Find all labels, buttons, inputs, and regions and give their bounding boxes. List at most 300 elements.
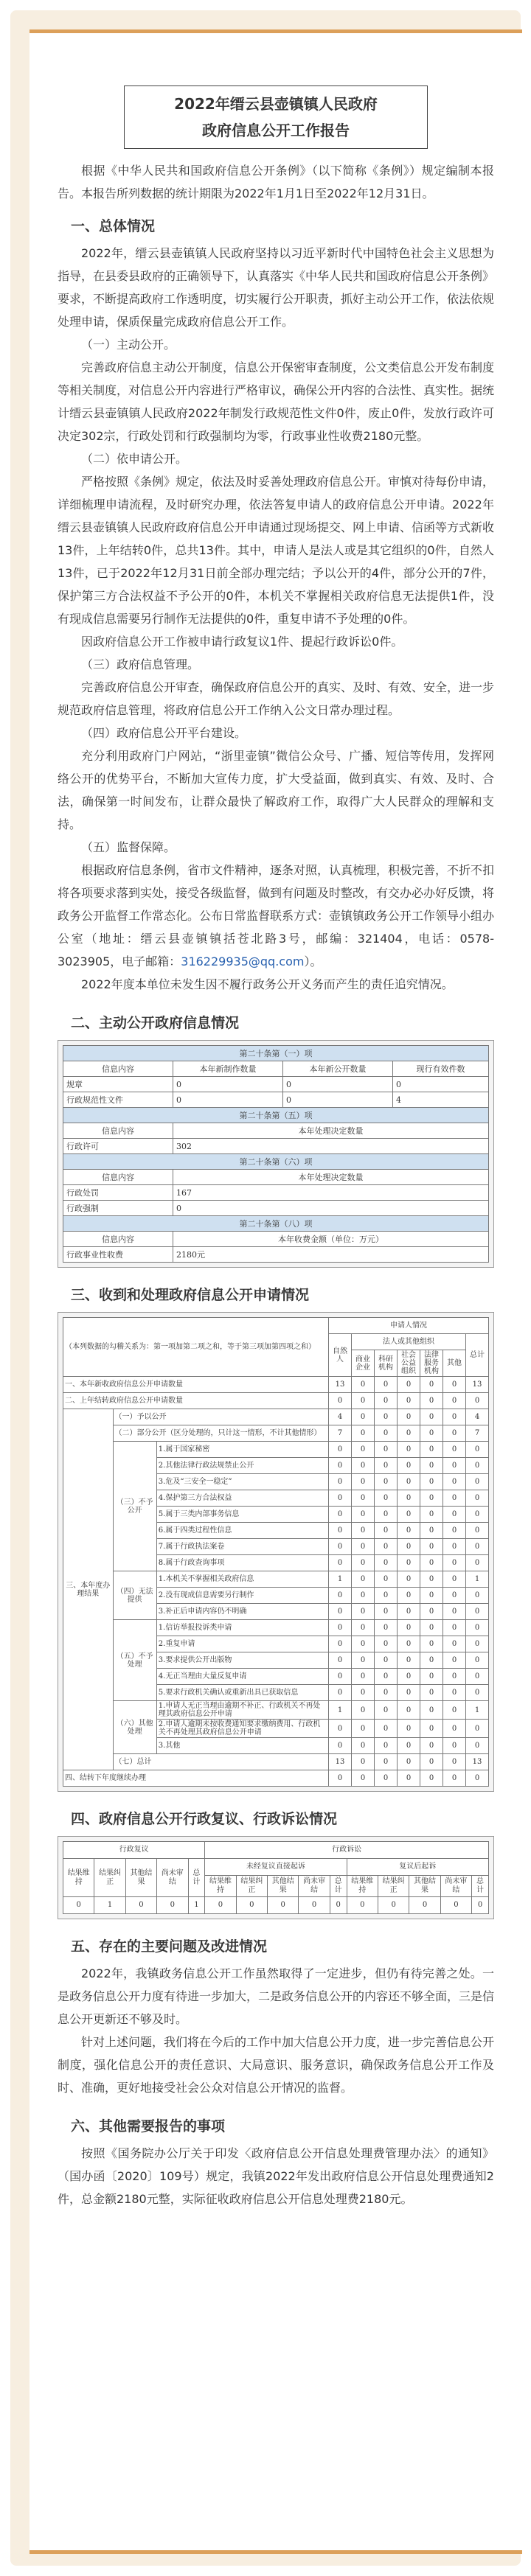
cell: 4 <box>393 1092 489 1108</box>
cell: 0 <box>443 1377 466 1393</box>
cell: 0 <box>466 1555 489 1571</box>
cell: 0 <box>443 1588 466 1604</box>
cell: 0 <box>352 1425 375 1442</box>
org-header: 法人或其他组织 <box>352 1334 466 1350</box>
title-line-2: 政府信息公开工作报告 <box>202 122 350 139</box>
col-header: 结果纠正 <box>236 1876 267 1897</box>
cell: 1 <box>329 1701 352 1720</box>
cell: 0 <box>466 1539 489 1555</box>
cell: 0 <box>398 1720 420 1738</box>
cell: 0 <box>375 1588 398 1604</box>
natural-person-header: 自然人 <box>329 1334 352 1377</box>
cell: 0 <box>329 1588 352 1604</box>
art20-6-header: 第二十条第（六）项 <box>63 1154 489 1170</box>
cell: 0 <box>443 1474 466 1490</box>
cell: 0 <box>420 1490 443 1507</box>
col-header: 本年新公开数量 <box>283 1061 393 1077</box>
org-col: 其他 <box>443 1350 466 1377</box>
top-border <box>30 29 522 33</box>
cell: 0 <box>236 1897 267 1914</box>
cell: 0 <box>466 1523 489 1539</box>
row-label: 1.属于国家秘密 <box>156 1442 328 1458</box>
cell: 0 <box>329 1555 352 1571</box>
cell: 0 <box>420 1458 443 1474</box>
cell: 0 <box>375 1720 398 1738</box>
cell: 0 <box>420 1604 443 1620</box>
row-label: 一、本年新收政府信息公开申请数量 <box>63 1377 329 1393</box>
overview-paragraph: 2022年，缙云县壶镇镇人民政府坚持以习近平新时代中国特色社会主义思想为指导，在县委县政府的正确领导下，认真落实《中华人民共和国政府信息公开条例》要求，不断提高政府工作透明度，切实履行公开职责，抓好主动公开工作，依法依规处理申请，保质保量完成政府信息公开工作。 <box>58 246 495 329</box>
col-header: 结果维持 <box>347 1876 378 1897</box>
section2-heading: 二、主动公开政府信息情况 <box>71 1015 240 1031</box>
cell: 0 <box>420 1669 443 1685</box>
cell: 0 <box>329 1442 352 1458</box>
contact-close: ）。 <box>304 954 322 968</box>
cell: 0 <box>63 1897 94 1914</box>
sub-paragraph-3: 完善政府信息公开审查，确保政府信息公开的真实、及时、有效、安全，进一步规范政府信息管理，将政府信息公开工作纳入公文日常办理过程。 <box>58 680 495 717</box>
cell: 0 <box>466 1669 489 1685</box>
cell: 0 <box>352 1770 375 1787</box>
table-row <box>63 1754 489 1770</box>
cell: 0 <box>329 1738 352 1754</box>
cell: 0 <box>352 1539 375 1555</box>
col-header: 结果维持 <box>205 1876 236 1897</box>
cell: 0 <box>443 1652 466 1669</box>
cell: 0 <box>329 1652 352 1669</box>
intro-paragraph: 根据《中华人民共和国政府信息公开条例》（以下简称《条例》）规定编制本报告。本报告所列数据的统计期限为2022年1月1日至2022年12月31日。 <box>58 164 494 200</box>
cell: 0 <box>352 1720 375 1738</box>
cell: 0 <box>420 1738 443 1754</box>
col-header: 尚未审结 <box>440 1876 471 1897</box>
col-header: 尚未审结 <box>299 1876 330 1897</box>
cell: 0 <box>398 1507 420 1523</box>
row-label: 四、结转下年度继续办理 <box>63 1770 329 1787</box>
cell: 0 <box>466 1636 489 1652</box>
cell: 0 <box>329 1669 352 1685</box>
cell: 0 <box>375 1442 398 1458</box>
cell: 0 <box>409 1897 440 1914</box>
cell: 0 <box>420 1555 443 1571</box>
cell: 0 <box>398 1442 420 1458</box>
row-label: 2.重复申请 <box>156 1636 328 1652</box>
section6-heading: 六、其他需要报告的事项 <box>71 2118 226 2135</box>
cell: 0 <box>398 1539 420 1555</box>
cell: 0 <box>443 1442 466 1458</box>
review-header: 行政复议 <box>63 1842 205 1859</box>
row-label: 6.属于四类过程性信息 <box>156 1523 328 1539</box>
cell: 0 <box>329 1490 352 1507</box>
cell: 0 <box>443 1490 466 1507</box>
col-header: 尚未审结 <box>157 1859 188 1897</box>
cell: 0 <box>420 1442 443 1458</box>
cell: 0 <box>375 1393 398 1409</box>
cell: 0 <box>466 1738 489 1754</box>
row-label: 3.补正后申请内容仍不明确 <box>156 1604 328 1620</box>
review-litigation-table <box>63 1841 489 1914</box>
cell: 0 <box>443 1604 466 1620</box>
cell: 0 <box>352 1652 375 1669</box>
cell: 0 <box>420 1720 443 1738</box>
cell: 0 <box>420 1507 443 1523</box>
active-disclosure-table <box>63 1045 489 1263</box>
cell: 0 <box>352 1685 375 1701</box>
cell: 0 <box>283 1077 393 1092</box>
cell: 0 <box>375 1377 398 1393</box>
cell: 0 <box>352 1604 375 1620</box>
cell: 0 <box>443 1738 466 1754</box>
cell: 0 <box>352 1442 375 1458</box>
cell: 0 <box>352 1620 375 1636</box>
cell: 0 <box>375 1770 398 1787</box>
row-label: 3.危及“三安全一稳定” <box>156 1474 328 1490</box>
cell: 0 <box>420 1770 443 1787</box>
cell: 0 <box>375 1738 398 1754</box>
col-header: 结果维持 <box>63 1859 94 1897</box>
section3-heading: 三、收到和处理政府信息公开申请情况 <box>71 1287 310 1303</box>
cell: 0 <box>420 1474 443 1490</box>
cell: 0 <box>398 1425 420 1442</box>
cell: 0 <box>375 1539 398 1555</box>
email-link[interactable]: 316229935@qq.com <box>181 954 305 968</box>
cell: 0 <box>375 1701 398 1720</box>
cell: 0 <box>398 1652 420 1669</box>
cell: 0 <box>398 1738 420 1754</box>
col-header: 本年新制作数量 <box>173 1061 283 1077</box>
cell: 0 <box>420 1620 443 1636</box>
row-label: （六）其他处理 <box>113 1701 156 1754</box>
cell: 0 <box>352 1636 375 1652</box>
sub-paragraph-5 <box>58 859 494 973</box>
cell: 0 <box>466 1770 489 1787</box>
cell: 0 <box>330 1897 347 1914</box>
sub-heading-2: （二）依申请公开。 <box>81 452 188 466</box>
cell: 0 <box>443 1669 466 1685</box>
cell: 0 <box>466 1393 489 1409</box>
after-review-header: 复议后起诉 <box>347 1859 488 1876</box>
cell: 0 <box>352 1754 375 1770</box>
cell: 0 <box>443 1571 466 1588</box>
cell: 0 <box>375 1425 398 1442</box>
row-label: 行政处罚 <box>63 1185 173 1201</box>
cell: 0 <box>398 1636 420 1652</box>
cell: 0 <box>443 1701 466 1720</box>
art20-8-header: 第二十条第（八）项 <box>63 1216 489 1232</box>
cell: 0 <box>420 1701 443 1720</box>
col-header: 现行有效件数 <box>393 1061 489 1077</box>
cell: 0 <box>443 1770 466 1787</box>
cell: 0 <box>375 1490 398 1507</box>
org-col: 法律服务机构 <box>420 1350 443 1377</box>
cell: 0 <box>375 1652 398 1669</box>
cell: 0 <box>283 1092 393 1108</box>
cell: 0 <box>443 1555 466 1571</box>
cell: 0 <box>420 1652 443 1669</box>
cell: 0 <box>443 1523 466 1539</box>
section1-heading: 一、总体情况 <box>71 218 156 234</box>
row-label: 1.本机关不掌握相关政府信息 <box>156 1571 328 1588</box>
cell: 13 <box>329 1377 352 1393</box>
cell: 0 <box>352 1507 375 1523</box>
col-header: 本年收费金额（单位：万元） <box>173 1232 489 1247</box>
cell: 0 <box>375 1409 398 1425</box>
art20-5-header: 第二十条第（五）项 <box>63 1108 489 1123</box>
cell: 0 <box>443 1620 466 1636</box>
cell: 7 <box>466 1425 489 1442</box>
row-label: 3.要求提供公开出版物 <box>156 1652 328 1669</box>
row-label: 1.信访举报投诉类申请 <box>156 1620 328 1636</box>
cell: 1 <box>94 1897 125 1914</box>
application-table <box>63 1317 489 1787</box>
cell: 0 <box>125 1897 156 1914</box>
report-title <box>124 85 428 149</box>
cell: 4 <box>466 1409 489 1425</box>
cell: 0 <box>352 1474 375 1490</box>
cell: 0 <box>329 1474 352 1490</box>
row-label: 1.申请人无正当理由逾期不补正、行政机关不再处理其政府信息公开申请 <box>156 1701 328 1720</box>
cell: 0 <box>329 1770 352 1787</box>
page-frame <box>10 10 521 2566</box>
row-label: 3.其他 <box>156 1738 328 1754</box>
col-header: 信息内容 <box>63 1123 173 1139</box>
table-row <box>63 1377 489 1393</box>
col-header: 总计 <box>472 1876 489 1897</box>
col-header: 信息内容 <box>63 1170 173 1185</box>
cell: 0 <box>420 1588 443 1604</box>
cell: 0 <box>466 1652 489 1669</box>
table-row <box>63 1425 489 1442</box>
row-label: 三、本年度办理结果 <box>63 1409 114 1770</box>
cell: 0 <box>398 1393 420 1409</box>
sub-heading-5: （五）监督保障。 <box>81 840 176 854</box>
cell: 0 <box>398 1604 420 1620</box>
cell: 0 <box>329 1458 352 1474</box>
col-header: 其他结果 <box>409 1876 440 1897</box>
total-header: 总计 <box>466 1334 489 1377</box>
cell: 0 <box>173 1077 283 1092</box>
row-label: （七）总计 <box>113 1754 329 1770</box>
cell: 7 <box>329 1425 352 1442</box>
cell: 0 <box>329 1539 352 1555</box>
cell: 0 <box>329 1523 352 1539</box>
sub-heading-3: （三）政府信息管理。 <box>81 657 200 671</box>
cell: 0 <box>420 1636 443 1652</box>
col-header: 结果纠正 <box>378 1876 409 1897</box>
application-table-wrap <box>58 1312 494 1792</box>
col-header: 其他结果 <box>125 1859 156 1897</box>
cell: 0 <box>443 1409 466 1425</box>
cell: 0 <box>398 1474 420 1490</box>
row-label: 7.属于行政执法案卷 <box>156 1539 328 1555</box>
table-row <box>63 1701 489 1720</box>
cell: 0 <box>329 1620 352 1636</box>
section4-heading: 四、政府信息公开行政复议、行政诉讼情况 <box>71 1811 338 1827</box>
litigation-header: 行政诉讼 <box>205 1842 489 1859</box>
cell: 0 <box>378 1897 409 1914</box>
other-matters-paragraph: 按照《国务院办公厅关于印发〈政府信息公开信息处理费管理办法〉的通知》（国办函〔2020〕109号）规定，我镇2022年发出政府信息公开信息处理费通知2件，总金额2180元整，实际征收政府信息公开信息处理费2180元。 <box>58 2146 494 2206</box>
col-header: 本年处理决定数量 <box>173 1123 489 1139</box>
cell: 0 <box>398 1409 420 1425</box>
title-line-1: 2022年缙云县壶镇镇人民政府 <box>174 95 378 113</box>
cell: 0 <box>352 1523 375 1539</box>
cell: 1 <box>188 1897 205 1914</box>
cell: 0 <box>466 1507 489 1523</box>
cell: 0 <box>466 1685 489 1701</box>
row-label: 规章 <box>63 1077 173 1092</box>
cell: 0 <box>398 1377 420 1393</box>
cell: 0 <box>329 1720 352 1738</box>
cell: 0 <box>352 1490 375 1507</box>
sub-heading-4: （四）政府信息公开平台建设。 <box>81 726 247 740</box>
corner-note: （本列数据的勾稽关系为：第一项加第二项之和，等于第三项加第四项之和） <box>63 1318 329 1377</box>
applicant-header: 申请人情况 <box>329 1318 489 1334</box>
cell: 0 <box>443 1393 466 1409</box>
cell: 0 <box>352 1588 375 1604</box>
cell: 0 <box>398 1669 420 1685</box>
cell: 167 <box>173 1185 489 1201</box>
cell: 0 <box>420 1377 443 1393</box>
table-row <box>63 1409 489 1425</box>
cell: 13 <box>466 1377 489 1393</box>
cell: 0 <box>329 1685 352 1701</box>
row-label: 5.要求行政机关确认或重新出具已获取信息 <box>156 1685 328 1701</box>
active-disclosure-table-wrap <box>58 1040 494 1268</box>
cell: 302 <box>173 1139 489 1154</box>
cell: 0 <box>398 1490 420 1507</box>
row-label: （一）予以公开 <box>113 1409 329 1425</box>
row-label: （三）不予公开 <box>113 1442 156 1571</box>
row-label: 行政规范性文件 <box>63 1092 173 1108</box>
table-row <box>63 1571 489 1588</box>
cell: 1 <box>466 1701 489 1720</box>
cell: 0 <box>352 1738 375 1754</box>
table-row <box>63 1620 489 1636</box>
row-label: 5.属于三类内部事务信息 <box>156 1507 328 1523</box>
cell: 0 <box>329 1604 352 1620</box>
col-header: 总计 <box>188 1859 205 1897</box>
cell: 0 <box>375 1571 398 1588</box>
cell: 0 <box>329 1636 352 1652</box>
cell: 0 <box>443 1720 466 1738</box>
cell: 0 <box>398 1701 420 1720</box>
cell: 0 <box>466 1620 489 1636</box>
org-col: 科研机构 <box>375 1350 398 1377</box>
cell: 0 <box>352 1377 375 1393</box>
cell: 0 <box>398 1754 420 1770</box>
row-label: 行政事业性收费 <box>63 1247 173 1263</box>
cell: 0 <box>420 1685 443 1701</box>
sub-paragraph-4: 充分利用政府门户网站，“浙里壶镇”微信公众号、广播、短信等传用，发挥网络公开的优势平台，不断加大宣传力度，扩大受益面，做到真实、有效、及时、合法，确保第一时间发布，让群众最快了解政府工作，取得广大人民群众的理解和支持。 <box>58 749 494 831</box>
cell: 13 <box>329 1754 352 1770</box>
contact-text: 根据政府信息条例，省市文件精神，逐条对照，认真梳理，积极完善，不折不扣将各项要求落到实处，接受各级监督，做到有问题及时整改，有交办必办好反馈，将政务公开监督工作常态化。公布日常监督联系方式：壶镇镇政务公开工作领导小组办公室（地址：缙云县壶镇镇括苍北路3号，邮编：321404，电话：0578-3023905，电子邮箱： <box>58 863 495 968</box>
cell: 0 <box>420 1754 443 1770</box>
cell: 0 <box>268 1897 299 1914</box>
cell: 0 <box>443 1507 466 1523</box>
report-body <box>30 29 522 2554</box>
row-label: （五）不予处理 <box>113 1620 156 1701</box>
cell: 13 <box>466 1754 489 1770</box>
cell: 0 <box>398 1685 420 1701</box>
cell: 0 <box>398 1555 420 1571</box>
cell: 0 <box>375 1669 398 1685</box>
cell: 0 <box>375 1754 398 1770</box>
org-col: 社会公益组织 <box>398 1350 420 1377</box>
cell: 0 <box>375 1620 398 1636</box>
cell: 1 <box>466 1571 489 1588</box>
col-header: 其他结果 <box>268 1876 299 1897</box>
cell: 0 <box>398 1458 420 1474</box>
cell: 0 <box>443 1458 466 1474</box>
table-row <box>63 1770 489 1787</box>
cell: 0 <box>375 1458 398 1474</box>
cell: 0 <box>173 1201 489 1216</box>
cell: 0 <box>420 1409 443 1425</box>
cell: 0 <box>443 1539 466 1555</box>
cell: 4 <box>329 1409 352 1425</box>
cell: 0 <box>466 1490 489 1507</box>
row-label: 4.无正当理由大量反复申请 <box>156 1669 328 1685</box>
cell: 0 <box>420 1571 443 1588</box>
row-label: （二）部分公开（区分处理的，只计这一情形，不计其他情形） <box>113 1425 329 1442</box>
row-label: （四）无法提供 <box>113 1571 156 1620</box>
cell: 0 <box>375 1474 398 1490</box>
cell: 0 <box>443 1754 466 1770</box>
art20-1-header: 第二十条第（一）项 <box>63 1046 489 1061</box>
cell: 0 <box>420 1425 443 1442</box>
cell: 0 <box>466 1588 489 1604</box>
sub-paragraph-1: 完善政府信息主动公开制度，信息公开保密审查制度，公文类信息公开发布制度等相关制度，对信息公开内容进行严格审议，确保公开内容的合法性、真实性。据统计缙云县壶镇镇人民政府2022年制发行政规范性文件0件，废止0件，发放行政许可决定302宗，行政处罚和行政强制均为零，行政事业性收费2180元整。 <box>58 360 495 443</box>
cell: 0 <box>466 1458 489 1474</box>
table-row <box>63 1442 489 1458</box>
row-label: 二、上年结转政府信息公开申请数量 <box>63 1393 329 1409</box>
cell: 1 <box>329 1571 352 1588</box>
col-header: 信息内容 <box>63 1232 173 1247</box>
cell: 0 <box>299 1897 330 1914</box>
problems-paragraph: 2022年，我镇政务信息公开工作虽然取得了一定进步，但仍有待完善之处。一是政务信息公开力度有待进一步加大，二是政务信息公开的内容还不够全面，三是信息公开更新还不够及时。 <box>58 1966 495 2026</box>
cell: 0 <box>420 1393 443 1409</box>
cell: 0 <box>398 1770 420 1787</box>
cell: 0 <box>443 1685 466 1701</box>
row-label: 2.没有现成信息需要另行制作 <box>156 1588 328 1604</box>
row-label: 8.属于行政查询事项 <box>156 1555 328 1571</box>
cell: 0 <box>352 1393 375 1409</box>
cell: 0 <box>466 1474 489 1490</box>
cell: 0 <box>375 1604 398 1620</box>
cell: 0 <box>472 1897 489 1914</box>
col-header: 本年处理决定数量 <box>173 1170 489 1185</box>
cell: 0 <box>398 1571 420 1588</box>
cell: 2180元 <box>173 1247 489 1263</box>
row-label: 2.申请人逾期未按收费通知要求缴纳费用、行政机关不再处理其政府信息公开申请 <box>156 1720 328 1738</box>
col-header: 信息内容 <box>63 1061 173 1077</box>
cell: 0 <box>398 1523 420 1539</box>
cell: 0 <box>352 1701 375 1720</box>
cell: 0 <box>375 1507 398 1523</box>
cell: 0 <box>329 1393 352 1409</box>
cell: 0 <box>443 1636 466 1652</box>
cell: 0 <box>375 1685 398 1701</box>
cell: 0 <box>398 1588 420 1604</box>
cell: 0 <box>393 1077 489 1092</box>
improvement-paragraph: 针对上述问题，我们将在今后的工作中加大信息公开力度，进一步完善信息公开制度，强化信息公开的责任意识、大局意识、服务意识，确保政务信息公开工作及时、准确，更好地接受社会公众对信息公开情况的监督。 <box>58 2035 495 2095</box>
table-row <box>63 1393 489 1409</box>
cell: 0 <box>375 1523 398 1539</box>
direct-suit-header: 未经复议直接起诉 <box>205 1859 347 1876</box>
cell: 0 <box>352 1571 375 1588</box>
section5-heading: 五、存在的主要问题及改进情况 <box>71 1938 268 1955</box>
cell: 0 <box>375 1555 398 1571</box>
cell: 0 <box>173 1092 283 1108</box>
cell: 0 <box>398 1620 420 1636</box>
row-label: 行政许可 <box>63 1139 173 1154</box>
